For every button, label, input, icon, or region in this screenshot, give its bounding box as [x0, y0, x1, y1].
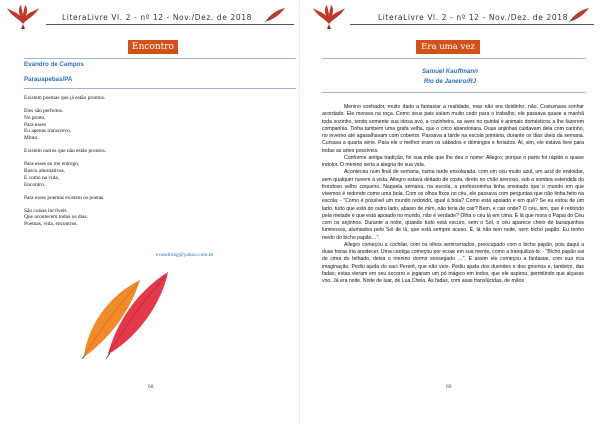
poem-line: Eu apenas transcrevo, — [24, 128, 72, 135]
header-title: LiteraLivre Vl. 2 - nº 12 - Nov./Dez. de 2018 — [62, 13, 252, 22]
poem-line: No ponto. — [24, 114, 46, 121]
quill-icon — [568, 7, 590, 23]
poem-stanza — [24, 148, 264, 155]
author-name: Evandro de Campos — [24, 61, 84, 68]
right-page — [300, 0, 600, 424]
story-paragraph: Conforme antiga tradição, foi sua mãe que lhe deu o nome: Allegro; porque o parto foi rápido e quase indolor. O menino seria a alegria de sua vida. — [322, 154, 584, 168]
poem-line: E como na vida, — [24, 174, 60, 181]
page-header — [6, 4, 294, 30]
story-paragraph: Aconteceu num final de semana, numa tarde ensolarada, com um céu muito azul, um azul de endoidar, sem qualquer nuvem à vista. Allegro estava deitado de costa, direto no chão arenoso, sob a sombra estendida do frondoso velho coqueiro. Naquela semana, na escola, a professorinha tinha ensinado que o mundo em que vivemos é redondo como uma bola. Com os olhos fixos no céu, ele passava com perguntas que não tinha feito na escola: - “Como é possível um mundo redondo, igual à bola? Como está apoiado e em quê? Se eu estou de um lado, tudo que está do outro lado, abaixo de mim, não teria de cair? Bem, e cair onde? O céu, sim, que é redondo pela metade é que está apoiado no mundo, não é verdade? Olha o céu lá em cima. É lá que mora o Papai do Céu com os anjinhos. Durante a noite, quando tudo está escuro, sem o Sol, o céu aparece cheio de buraquinhos luminosos, alumiados pelo Sol de lá, que está sempre aceso. É, lá não tem noite, nem bicho papão. Eu tenho medo do bicho papão…”. — [322, 169, 584, 241]
poem-stanza — [24, 195, 264, 202]
header-title: LiteraLivre Vl. 2 - nº 12 - Nov./Dez. de 2018 — [378, 13, 568, 22]
poem-line: Poemas, vida, encontros. — [24, 221, 78, 228]
divider-bottom — [24, 88, 296, 89]
poem-stanza — [24, 208, 264, 228]
author-place: Rio de Janeiro/RJ — [423, 78, 477, 85]
poem-line: Eles são perfeitos. — [24, 107, 64, 114]
bird-logo-icon — [6, 4, 40, 30]
poem-stanza — [24, 95, 264, 102]
page-number: 69 — [446, 384, 452, 390]
page-header — [306, 4, 594, 30]
poem-stanza — [24, 108, 264, 142]
divider-top — [24, 58, 296, 59]
poem — [24, 95, 264, 234]
story-paragraph: Menino sonhador, muito dado a fantasiar a realidade, mas não era doidinho, não. Costumava sonhar acordado. Ele morava na roça. Como seus pais saíam muito cedo para o trabalho, ele passava quase a manhã toda sozinho, tendo somente sua idosa avó, a cozinheira, as aves no quintal e animais domésticos a lhe fazerem companhia. Tinha também uma grafa velha, que o circo abandonara. Duas anjinhas cuidavam dela com carinho, no inverno até agasalhavam com cobertor. Passava a tarde na escola primária, durante os dias úteis da semana. Cursava a quarta série. Para ele o melhor eram os sábados e domingos e feriados. Aí, sim, ele estava livre para todas as artes possíveis. — [322, 104, 584, 154]
section-label-encontro: Encontro — [128, 40, 178, 54]
poem-line: Existem poemas que já estão prontos. — [24, 95, 106, 101]
divider-bottom — [322, 92, 586, 93]
author-block — [24, 60, 284, 84]
bird-logo-icon — [312, 4, 346, 30]
author-place: Parauapebas/PA — [24, 76, 73, 83]
section-label-era-uma-vez: Era uma vez ... — [416, 40, 480, 54]
poem-line: Existem outros que não estão prontos. — [24, 148, 107, 155]
poem-stanza — [24, 161, 264, 188]
poem-line: Para esses poemas existem os poetas. — [24, 194, 105, 201]
poem-line: Para esses eu me entrego, — [24, 161, 80, 168]
header-rule — [350, 24, 594, 25]
poem-line: Para esses — [24, 121, 47, 128]
divider-top — [322, 58, 586, 59]
poem-line: Que acontecem todos os dias. — [24, 214, 88, 221]
header-rule — [46, 24, 294, 25]
author-email-link[interactable]: evandrokg@yahoo.com.br — [156, 252, 214, 258]
story-text — [322, 104, 584, 285]
poem-line: Minto. — [24, 135, 39, 142]
poem-line: Busco alternativas. — [24, 167, 66, 174]
quill-icon — [264, 7, 286, 23]
feathers-illustration — [78, 266, 170, 360]
poem-line: Encontro. — [24, 181, 46, 188]
page-number: 68 — [148, 384, 154, 390]
poem-line: São coisas incríveis — [24, 207, 67, 214]
story-paragraph: Allegro começou a cochilar, com os olhos semicerrados, preocupado com o bicho papão, pois daqui a duas horas iria anoitecer. Uma cantiga começou por ecoar em sua mente, como a tranquilizá-lo: - “Bicho papão sai de cima do telhado, deixa o menino dormir sossegado …”. E assim ele começou a fantasiar, com sua rica imaginação. Pediu ajuda do saci Pererê, que não veio. Pediu ajuda dos duendes e dos gnomos e, também, das fadas; estas vieram em seu socorro e jogaram um pó mágico em todos, que ele aspirou, permitindo que alçasse voo. Já era noite. Noite de luar, de Lua Cheia. As fadas, com asas translúcidas, de mãos — [322, 241, 584, 284]
author-name: Samuel Kauffmann — [422, 68, 478, 75]
